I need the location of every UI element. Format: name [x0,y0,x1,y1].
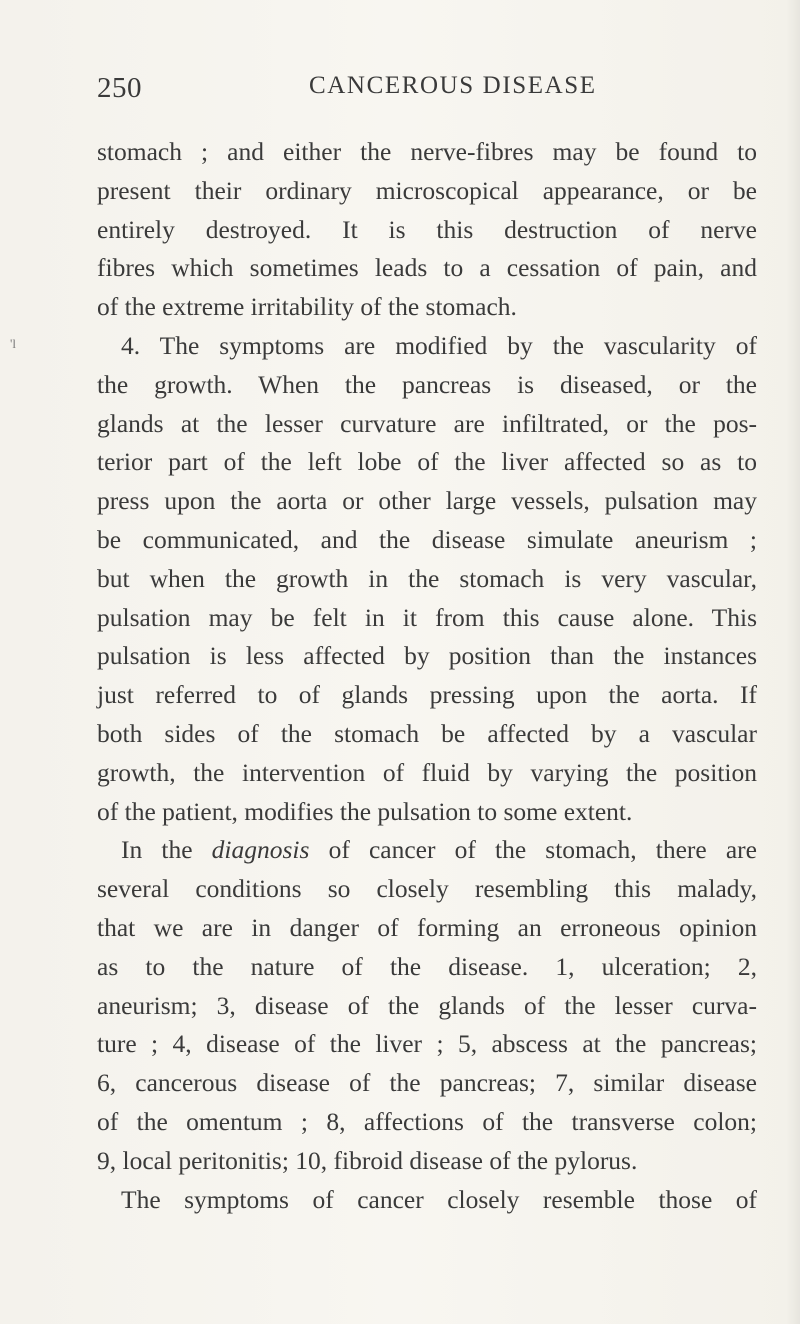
running-head [97,72,757,112]
text-line: terior part of the left lobe of the liver affected so as to [97,447,757,477]
running-title: CANCEROUS DISEASE [309,72,597,99]
text-line: 9, local peritonitis; 10, fibroid disease of the pylorus. [97,1145,638,1175]
text-line: The symptoms of cancer closely resemble those of [121,1184,757,1214]
text-line: just referred to of glands pressing upon the aorta. If [97,680,757,710]
margin-mark: 'l [10,336,16,351]
text-line: glands at the lesser curvature are infiltrated, or the pos- [97,408,757,438]
text-line: pulsation is less affected by position than the instances [97,641,757,671]
text-line: pulsation may be felt in it from this cause alone. This [97,602,757,632]
text-line: both sides of the stomach be affected by a vascular [97,718,757,748]
diagnosis-line-start: In the [121,835,212,865]
text-line: as to the nature of the disease. 1, ulceration; 2, [97,951,757,981]
text-line: several conditions so closely resembling this malady, [97,874,757,904]
page-edge-shadow [786,0,800,1324]
diagnosis-term: diagnosis [211,835,310,865]
text-line: entirely destroyed. It is this destruction of nerve [97,214,757,244]
text-line: but when the growth in the stomach is very vascular, [97,563,757,593]
text-line: of the omentum ; 8, affections of the transverse colon; [97,1106,757,1136]
text-line: of the extreme irritability of the stomach. [97,292,517,322]
text-line: that we are in danger of forming an erroneous opinion [97,912,757,942]
text-line: of the patient, modifies the pulsation to some extent. [97,796,633,826]
text-line: present their ordinary microscopical appearance, or be [97,175,757,205]
body-text [97,133,757,1219]
diagnosis-line [97,831,757,870]
text-line: ture ; 4, disease of the liver ; 5, abscess at the pancreas; [97,1029,757,1059]
text-line: growth, the intervention of fluid by varying the position [97,757,757,787]
page-number: 250 [97,72,142,104]
text-line: 4. The symptoms are modified by the vascularity of [121,330,757,360]
text-line: press upon the aorta or other large vessels, pulsation may [97,486,757,516]
diagnosis-line-end: of cancer of the stomach, there are [309,835,757,865]
text-line: stomach ; and either the nerve-fibres may be found to [97,137,757,166]
text-line: be communicated, and the disease simulate aneurism ; [97,524,757,554]
text-line: the growth. When the pancreas is diseased, or the [97,369,757,399]
text-line: fibres which sometimes leads to a cessation of pain, and [97,253,757,283]
text-line: aneurism; 3, disease of the glands of the lesser curva- [97,990,757,1020]
text-line: 6, cancerous disease of the pancreas; 7, similar disease [97,1068,757,1098]
